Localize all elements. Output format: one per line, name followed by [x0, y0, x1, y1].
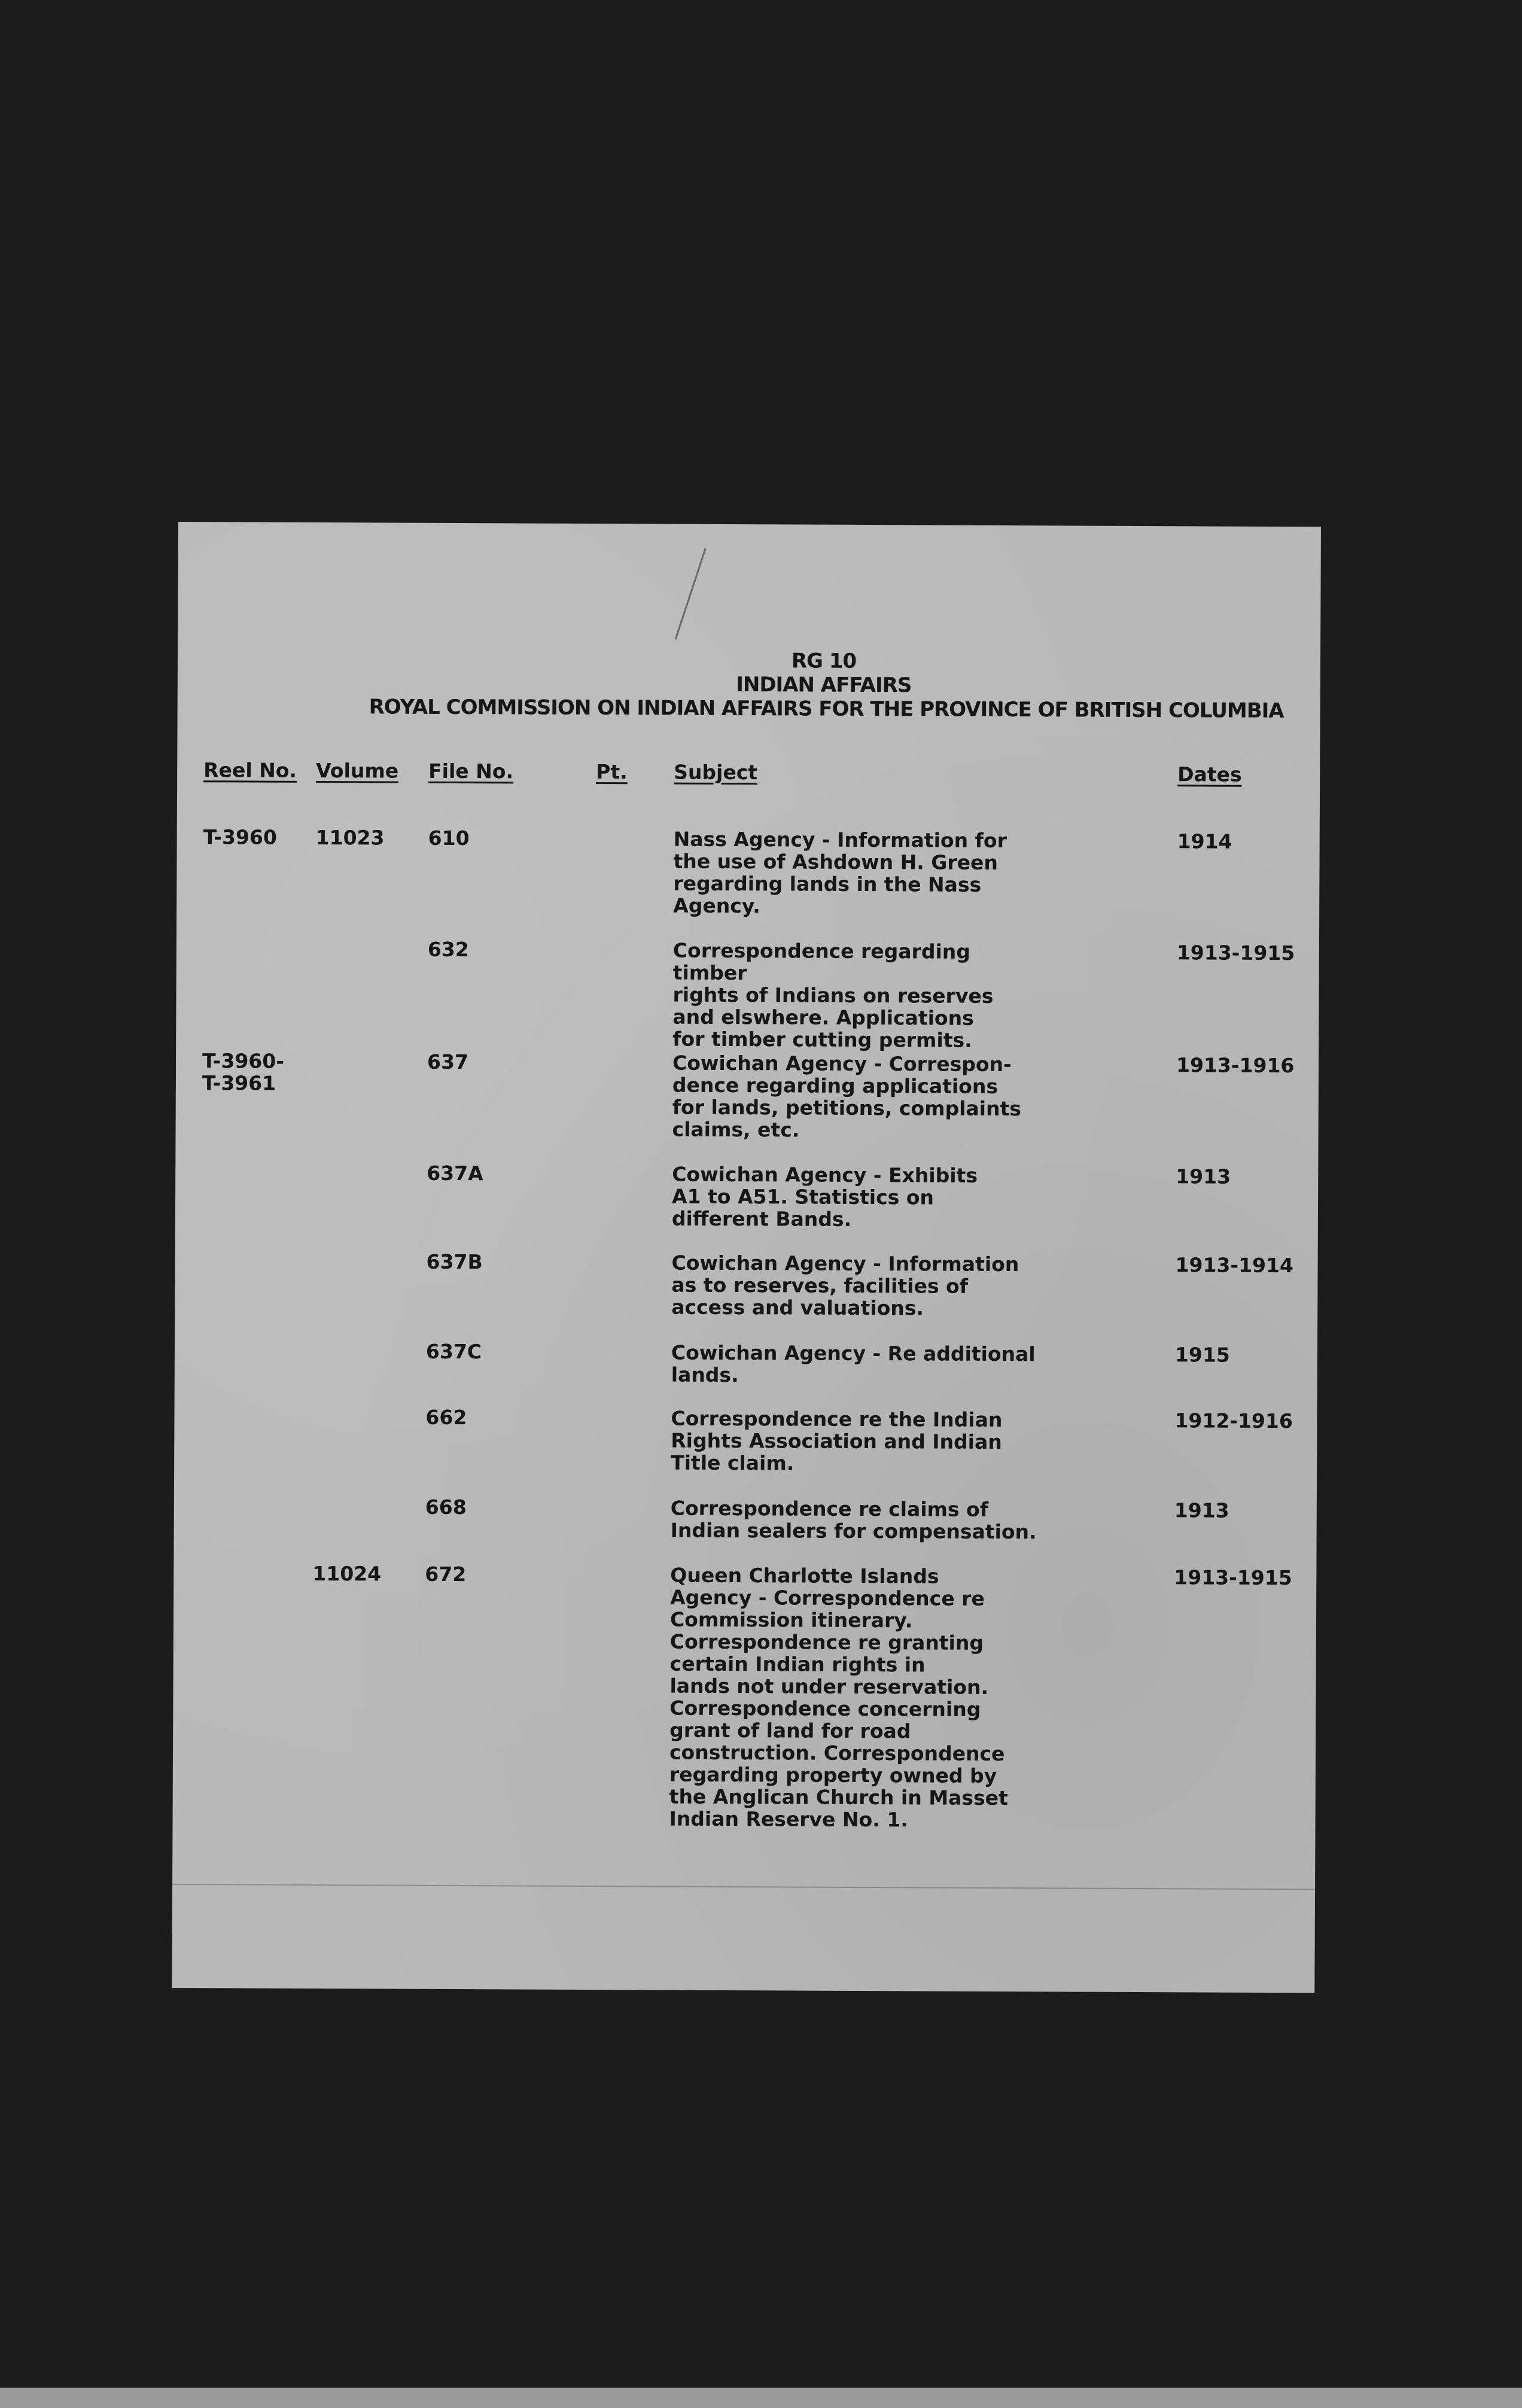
row-8-file: 668: [425, 1495, 467, 1519]
row-2-subject: Correspondence regarding timber rights of Indians on reserves and elswhere. Applications for timber cutting permits.: [672, 938, 994, 1052]
row-9-file: 672: [425, 1562, 467, 1586]
row-6-file: 637C: [425, 1339, 482, 1364]
row-3-subject: Cowichan Agency - Correspon- dence regarding applications for lands, petitions, complaints claims, etc.: [672, 1051, 1022, 1142]
row-5-file: 637B: [426, 1249, 483, 1274]
row-4-subject: Cowichan Agency - Exhibits A1 to A51. Statistics on different Bands.: [671, 1162, 978, 1231]
row-3-file: 637: [427, 1050, 469, 1074]
document-page: [172, 522, 1321, 1993]
row-7-dates: 1912-1916: [1174, 1409, 1293, 1433]
document-header: [369, 647, 1284, 723]
header-department: INDIAN AFFAIRS: [736, 673, 912, 698]
column-header-subject: Subject: [674, 760, 758, 785]
column-header-file: File No.: [428, 759, 514, 783]
header-record-group: RG 10: [791, 649, 857, 673]
row-2-dates: 1913-1915: [1176, 941, 1295, 965]
row-8-dates: 1913: [1174, 1498, 1229, 1522]
column-header-dates: Dates: [1177, 762, 1242, 786]
row-9-subject: Queen Charlotte Islands Agency - Correspondence re Commission itinerary. Correspondence re granting certain Indian rights in lands not under reservation. Correspondence concerning grant of land for road construction. Correspondence regarding property owned by the Anglican Church in Masset Indian Reserve No. 1.: [669, 1563, 1008, 1832]
row-1-volume: 11023: [315, 826, 385, 850]
row-7-file: 662: [425, 1405, 467, 1430]
row-5-subject: Cowichan Agency - Information as to reserves, facilities of access and valuations.: [671, 1251, 1019, 1320]
row-5-dates: 1913-1914: [1175, 1253, 1294, 1278]
row-4-file: 637A: [427, 1161, 483, 1185]
row-9-volume: 11024: [312, 1561, 382, 1586]
row-1-reel: T-3960: [203, 825, 277, 849]
row-9-dates: 1913-1915: [1174, 1565, 1292, 1590]
scan-bottom-edge: [0, 2388, 1522, 2408]
row-1-dates: 1914: [1177, 829, 1232, 853]
page-fold-line: [172, 1884, 1315, 1890]
row-7-subject: Correspondence re the Indian Rights Association and Indian Title claim.: [671, 1406, 1003, 1475]
row-2-file: 632: [427, 937, 469, 962]
row-3-dates: 1913-1916: [1176, 1053, 1295, 1078]
column-header-reel: Reel No.: [203, 758, 297, 782]
row-3-reel: T-3960- T-3961: [202, 1049, 285, 1095]
row-8-subject: Correspondence re claims of Indian sealers for compensation.: [670, 1496, 1037, 1544]
row-4-dates: 1913: [1176, 1165, 1231, 1188]
row-1-file: 610: [428, 826, 470, 850]
row-6-subject: Cowichan Agency - Re additional lands.: [671, 1340, 1036, 1387]
header-commission: ROYAL COMMISSION ON INDIAN AFFAIRS FOR THE PROVINCE OF BRITISH COLUMBIA: [369, 695, 1284, 723]
row-6-dates: 1915: [1174, 1343, 1230, 1367]
column-header-part: Pt.: [596, 760, 628, 784]
column-header-volume: Volume: [316, 759, 399, 783]
row-1-subject: Nass Agency - Information for the use of Ashdown H. Green regarding lands in the Nass Agency.: [673, 827, 1007, 918]
pen-mark: [675, 548, 707, 640]
